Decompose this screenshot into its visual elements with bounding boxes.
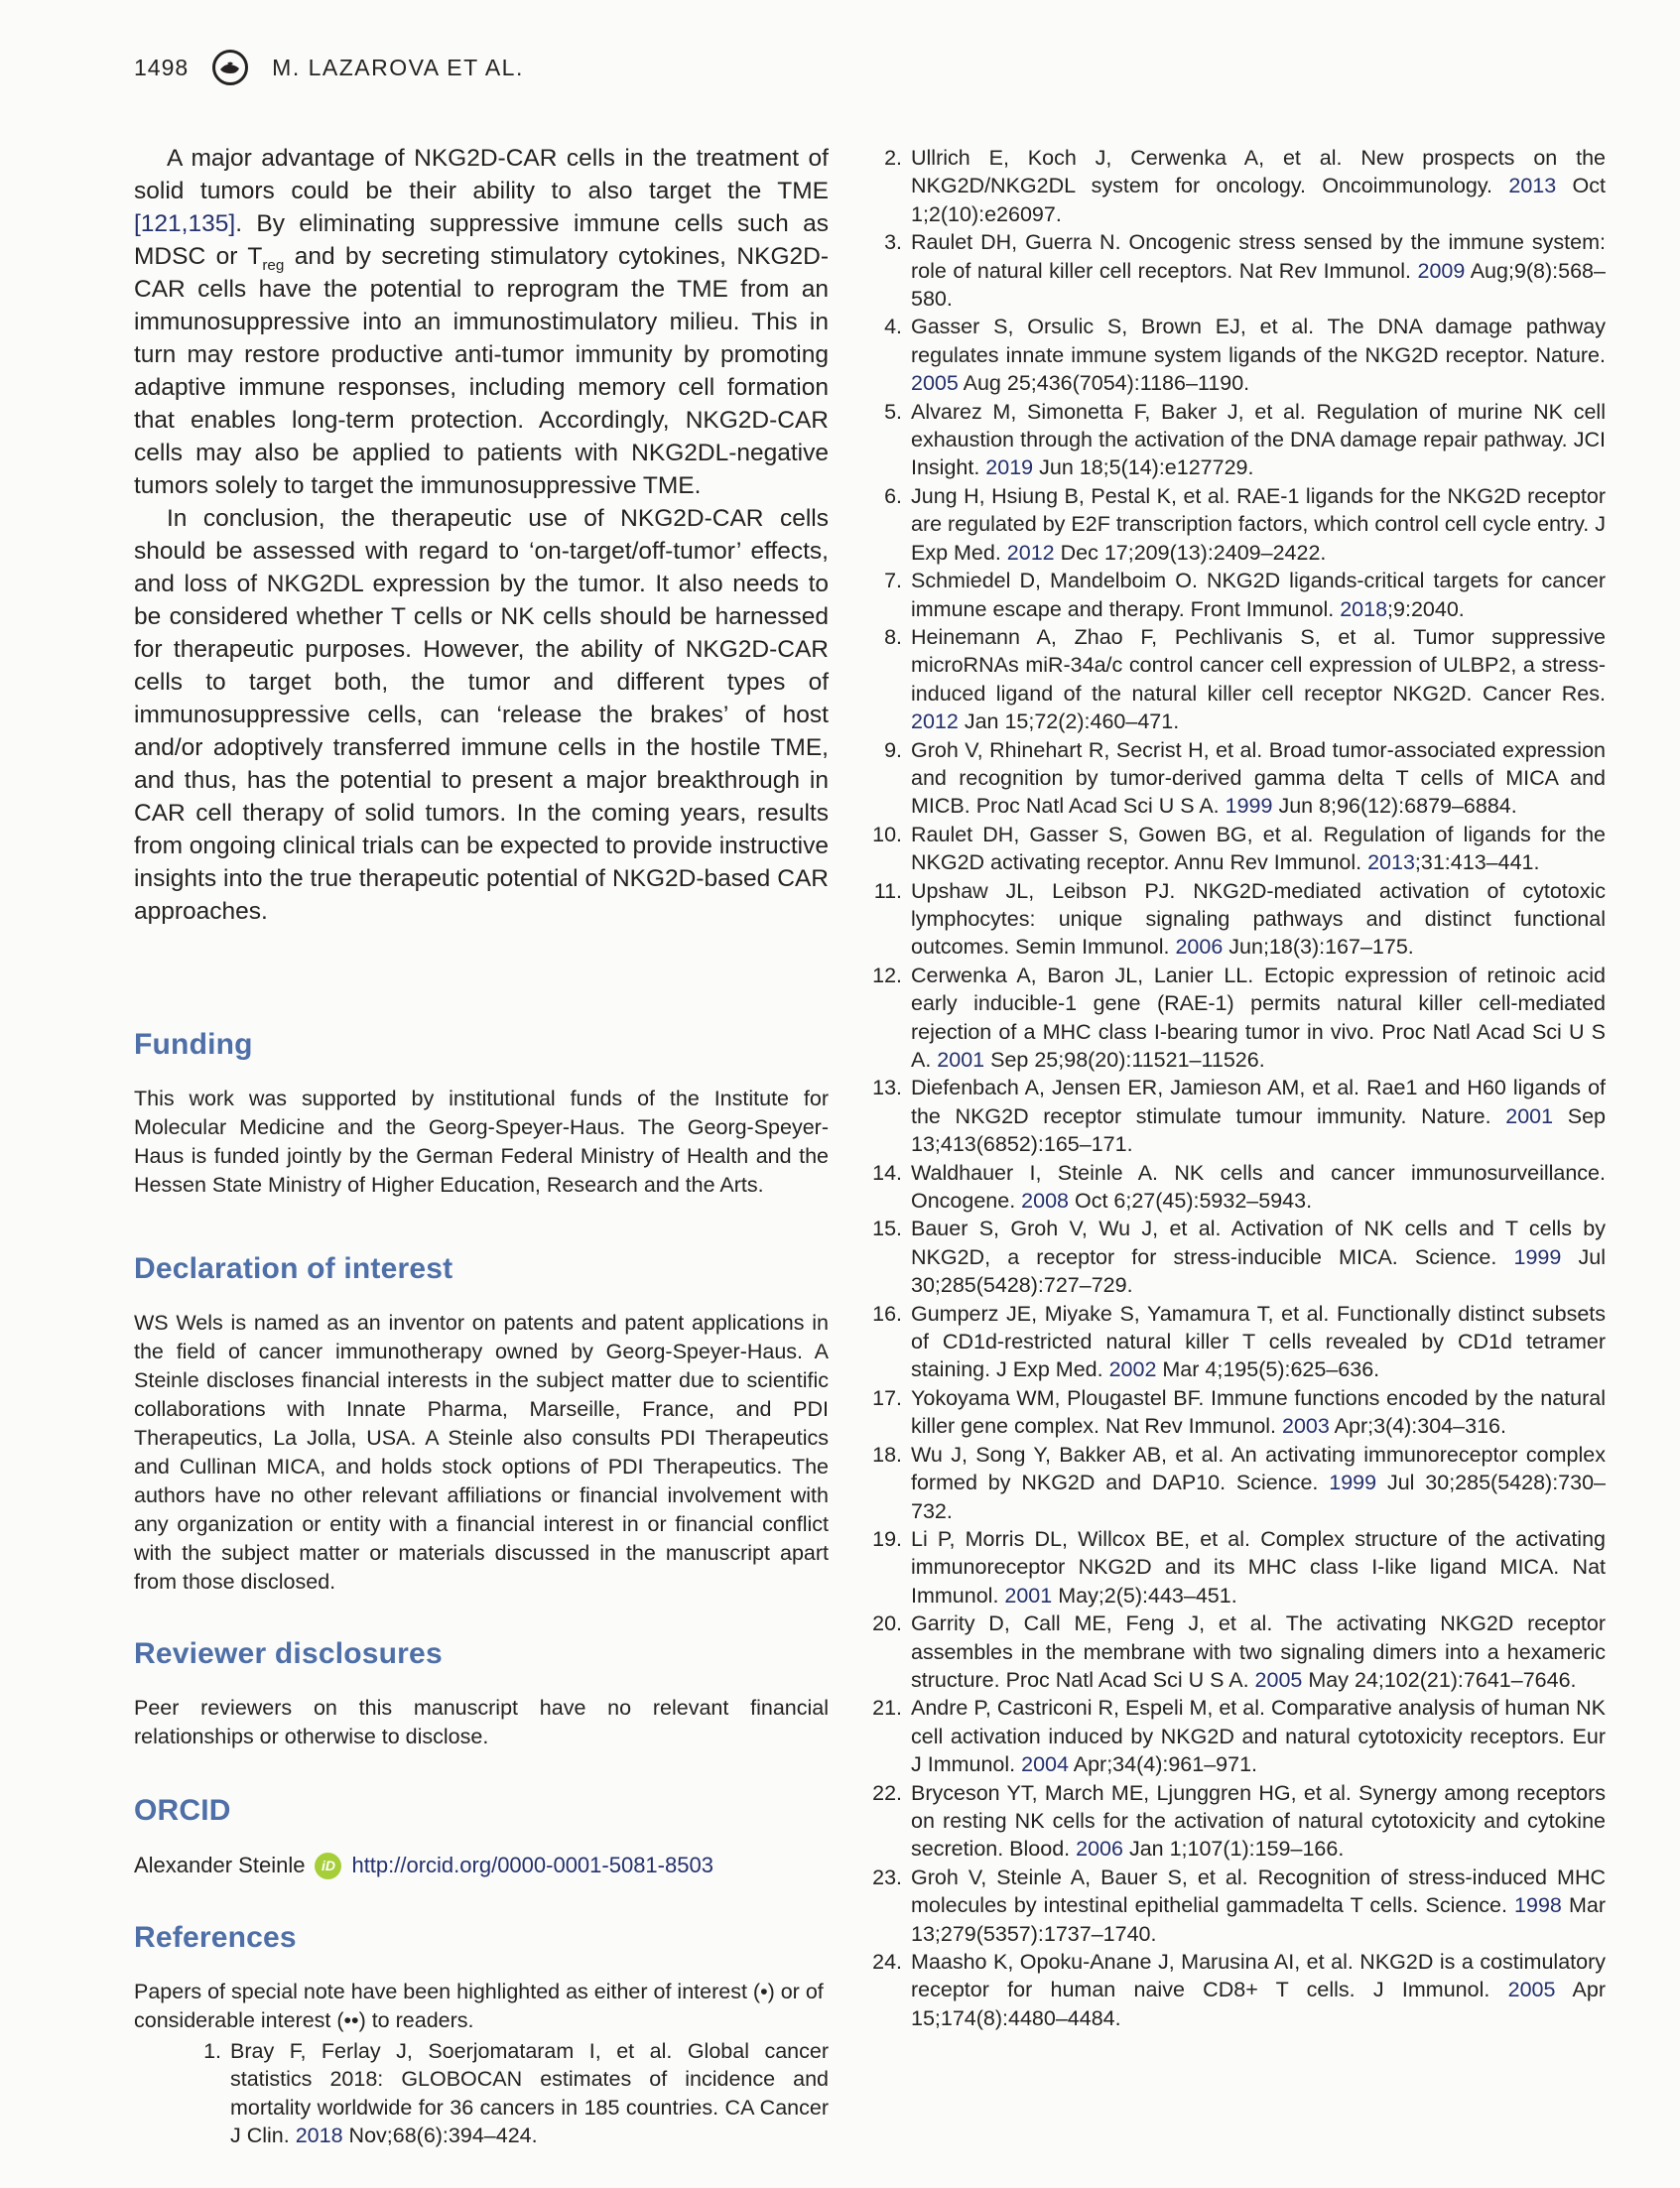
reference-list-right bbox=[871, 144, 1606, 2032]
publisher-logo-icon bbox=[210, 48, 250, 87]
reference-number: 7. bbox=[884, 569, 902, 593]
reference-text: Raulet DH, Gasser S, Gowen BG, et al. Regulation of ligands for the NKG2D activating receptor. Annu Rev Immunol. 2013;31:413–441. bbox=[911, 822, 1606, 875]
reference-number: 13. bbox=[872, 1076, 902, 1100]
reference-item bbox=[871, 482, 1606, 567]
page-number: 1498 bbox=[134, 54, 190, 80]
running-head: M. LAZAROVA ET AL. bbox=[272, 54, 524, 80]
reference-year-link[interactable]: 2005 bbox=[1507, 1978, 1556, 2002]
reference-text: Ullrich E, Koch J, Cerwenka A, et al. New prospects on the NKG2D/NKG2DL system for oncology. Oncoimmunology. 2013 Oct 1;2(10):e26097. bbox=[911, 146, 1607, 226]
reference-text: Gumperz JE, Miyake S, Yamamura T, et al. Functionally distinct subsets of CD1d-restricted natural killer T cells revealed by CD1d tetramer staining. J Exp Med. 2002 Mar 4;195(5):625–636. bbox=[911, 1301, 1606, 1382]
references-intro: Papers of special note have been highlighted as either of interest (•) or of considerable interest (••) to readers. bbox=[134, 1980, 824, 2032]
reference-item bbox=[871, 313, 1606, 397]
reference-text: Groh V, Steinle A, Bauer S, et al. Recognition of stress-induced MHC molecules by intestinal epithelial gammadelta T cells. Science. 1998 Mar 13;279(5357):1737–1740. bbox=[911, 1865, 1607, 1946]
right-column bbox=[871, 142, 1606, 2150]
reference-item bbox=[871, 1159, 1606, 1216]
reference-number: 6. bbox=[884, 483, 902, 508]
reference-item bbox=[871, 1864, 1606, 1948]
orcid-heading: ORCID bbox=[134, 1794, 231, 1827]
reference-number: 20. bbox=[872, 1611, 902, 1636]
reference-item bbox=[871, 1215, 1606, 1299]
references-heading: References bbox=[134, 1921, 297, 1954]
page-header bbox=[134, 48, 1606, 87]
reference-number: 23. bbox=[872, 1865, 902, 1889]
orcid-icon[interactable]: iD bbox=[315, 1853, 341, 1879]
reference-number: 9. bbox=[884, 737, 902, 762]
orcid-link[interactable]: http://orcid.org/0000-0001-5081-8503 bbox=[351, 1853, 713, 1877]
reference-number: 21. bbox=[872, 1696, 902, 1721]
reference-text: Gasser S, Orsulic S, Brown EJ, et al. The DNA damage pathway regulates innate immune system ligands of the NKG2D receptor. Nature. 2005 Aug 25;436(7054):1186–1190. bbox=[911, 315, 1606, 396]
reference-text: Waldhauer I, Steinle A. NK cells and cancer immunosurveillance. Oncogene. 2008 Oct 6;27(45):5932–5943. bbox=[911, 1160, 1606, 1214]
reference-year-link[interactable]: 2002 bbox=[1108, 1357, 1157, 1382]
reference-text: Schmiedel D, Mandelboim O. NKG2D ligands-critical targets for cancer immune escape and therapy. Front Immunol. 2018;9:2040. bbox=[911, 569, 1606, 621]
declaration-of-interest-text: WS Wels is named as an inventor on patents and patent applications in the field of cancer immunotherapy owned by Georg-Speyer-Haus. A Steinle discloses financial interests in the subject matter due to scientific collaborations with Innate Pharma, Marseille, France, and PDI Therapeutics, La Jolla, USA. A Steinle also consults PDI Therapeutics and Cullinan MICA, and holds stock options of PDI Therapeutics. The authors have no other relevant affiliations or financial involvement with any organization or entity with a financial interest in or financial conflict with the subject matter or materials discussed in the manuscript apart from those disclosed. bbox=[134, 1311, 829, 1594]
reference-number: 17. bbox=[872, 1385, 902, 1410]
reference-item bbox=[871, 1300, 1606, 1384]
reference-text: Raulet DH, Guerra N. Oncogenic stress sensed by the immune system: role of natural killer cell receptors. Nat Rev Immunol. 2009 Aug;9(8):568–580. bbox=[911, 230, 1606, 312]
reference-number: 1. bbox=[203, 2039, 221, 2063]
reference-year-link[interactable]: 2018 bbox=[1340, 596, 1388, 621]
reference-text: Li P, Morris DL, Willcox BE, et al. Complex structure of the activating immunoreceptor NKG2D and its MHC class I-like ligand MICA. Nat Immunol. 2001 May;2(5):443–451. bbox=[911, 1526, 1606, 1608]
reference-item bbox=[871, 398, 1606, 482]
reference-text: Yokoyama WM, Plougastel BF. Immune functions encoded by the natural killer gene complex. Nat Rev Immunol. 2003 Apr;3(4):304–316. bbox=[911, 1385, 1606, 1439]
two-column-layout bbox=[134, 142, 1606, 2150]
reference-item bbox=[871, 1948, 1606, 2032]
reference-number: 11. bbox=[873, 878, 902, 903]
reference-text: Maasho K, Opoku-Anane J, Marusina AI, et al. NKG2D is a costimulatory receptor for human naive CD8+ T cells. J Immunol. 2005 Apr 15;174(8):4480–4484. bbox=[911, 1950, 1606, 2030]
reference-year-link[interactable]: 2018 bbox=[295, 2124, 343, 2148]
reference-text: Diefenbach A, Jensen ER, Jamieson AM, et al. Rae1 and H60 ligands of the NKG2D receptor stimulate tumour immunity. Nature. 2001 Sep 13;413(6852):165–171. bbox=[911, 1076, 1606, 1157]
reference-text: Garrity D, Call ME, Feng J, et al. The activating NKG2D receptor assembles in the membrane with two signaling dimers into a hexameric structure. Proc Natl Acad Sci U S A. 2005 May 24;102(21):7641–7646. bbox=[911, 1611, 1606, 1692]
reference-year-link[interactable]: 2013 bbox=[1508, 174, 1557, 198]
reference-number: 18. bbox=[872, 1442, 902, 1467]
reference-text: Upshaw JL, Leibson PJ. NKG2D-mediated activation of cytotoxic lymphocytes: unique signaling pathways and distinct functional outcomes. Semin Immunol. 2006 Jun;18(3):167–175. bbox=[911, 878, 1606, 960]
orcid-entry bbox=[134, 1851, 829, 1880]
reference-year-link[interactable]: 2006 bbox=[1175, 935, 1224, 960]
reference-year-link[interactable]: 2012 bbox=[1006, 540, 1055, 565]
reference-year-link[interactable]: 2012 bbox=[911, 709, 959, 734]
reference-text: Jung H, Hsiung B, Pestal K, et al. RAE-1 ligands for the NKG2D receptor are regulated by E2F transcription factors, which control cell cycle entry. J Exp Med. 2012 Dec 17;209(13):2409–2422. bbox=[911, 483, 1606, 565]
reference-year-link[interactable]: 1999 bbox=[1225, 794, 1273, 819]
reference-year-link[interactable]: 2001 bbox=[1004, 1583, 1053, 1608]
reference-number: 3. bbox=[884, 230, 902, 255]
reference-number: 12. bbox=[872, 963, 902, 987]
reference-text: Bray F, Ferlay J, Soerjomataram I, et al. Global cancer statistics 2018: GLOBOCAN estimates of incidence and mortality worldwide for 36 cancers in 185 countries. CA Cancer J Clin. 2018 Nov;68(6):394–424. bbox=[230, 2039, 829, 2148]
body-paragraph-2: In conclusion, the therapeutic use of NKG2D-CAR cells should be assessed with regard to ‘on-target/off-tumor’ effects, and loss of NKG2DL expression by the tumor. It also needs to be considered whether T cells or NK cells should be harnessed for therapeutic purposes. However, the ability of NKG2D-CAR cells to target both, the tumor and different types of immunosuppressive cells, can ‘release the brakes’ of host and/or adoptively transferred immune cells in the hostile TME, and thus, has the potential to present a major breakthrough in CAR cell therapy of solid tumors. In the coming years, results from ongoing clinical trials can be expected to provide instructive insights into the true therapeutic potential of NKG2D-based CAR approaches. bbox=[134, 505, 829, 925]
reference-item bbox=[871, 962, 1606, 1075]
left-column bbox=[134, 142, 829, 2150]
reviewer-disclosures-text: Peer reviewers on this manuscript have no relevant financial relationships or otherwise to disclose. bbox=[134, 1696, 829, 1748]
reference-year-link[interactable]: 2003 bbox=[1282, 1414, 1330, 1439]
reference-item bbox=[871, 1779, 1606, 1864]
reference-number: 10. bbox=[872, 822, 902, 846]
reference-item bbox=[871, 736, 1606, 821]
reference-number: 19. bbox=[872, 1526, 902, 1551]
reference-year-link[interactable]: 2005 bbox=[1254, 1667, 1303, 1692]
reference-item bbox=[871, 1694, 1606, 1778]
reviewer-disclosures-heading: Reviewer disclosures bbox=[134, 1637, 443, 1670]
reference-item bbox=[871, 1525, 1606, 1609]
reference-text: Groh V, Rhinehart R, Secrist H, et al. Broad tumor-associated expression and recognition by tumor-derived gamma delta T cells of MICA and MICB. Proc Natl Acad Sci U S A. 1999 Jun 8;96(12):6879–6884. bbox=[911, 737, 1606, 819]
reference-year-link[interactable]: 2009 bbox=[1417, 258, 1466, 283]
body-paragraph-1: A major advantage of NKG2D-CAR cells in the treatment of solid tumors could be their ability to also target the TME [121,135]. By eliminating suppressive immune cells such as MDSC or $T_{reg}$ and by secreting stimulatory cytokines, NKG2D-CAR cells have the potential to reprogram the TME from an immunosuppressive into an immunostimulatory milieu. This in turn may restore productive anti-tumor immunity by promoting adaptive immune responses, including memory cell formation that enables long-term protection. Accordingly, NKG2D-CAR cells may also be applied to patients with NKG2DL-negative tumors solely to target the immunosuppressive TME. bbox=[134, 145, 829, 499]
declaration-of-interest-heading: Declaration of interest bbox=[134, 1252, 453, 1285]
funding-text: This work was supported by institutional funds of the Institute for Molecular Medicine and the Georg-Speyer-Haus. The Georg-Speyer-Haus is funded jointly by the German Federal Ministry of Health and the Hessen State Ministry of Higher Education, Research and the Arts. bbox=[134, 1087, 829, 1197]
reference-item bbox=[871, 144, 1606, 228]
reference-number: 22. bbox=[872, 1780, 902, 1805]
reference-text: Wu J, Song Y, Bakker AB, et al. An activating immunoreceptor complex formed by NKG2D and DAP10. Science. 1999 Jul 30;285(5428):730–732. bbox=[911, 1442, 1606, 1523]
citation-link[interactable]: [121,135] bbox=[134, 210, 236, 237]
reference-year-link[interactable]: 1999 bbox=[1329, 1471, 1377, 1495]
reference-item bbox=[871, 1384, 1606, 1441]
orcid-author-name: Alexander Steinle bbox=[134, 1853, 306, 1877]
reference-item bbox=[871, 1609, 1606, 1694]
reference-list-left bbox=[134, 2037, 829, 2150]
reference-item bbox=[871, 1074, 1606, 1158]
reference-year-link[interactable]: 2013 bbox=[1367, 850, 1415, 875]
reference-item bbox=[871, 821, 1606, 877]
reference-number: 14. bbox=[872, 1160, 902, 1185]
reference-item bbox=[871, 1441, 1606, 1525]
reference-year-link[interactable]: 2001 bbox=[1505, 1103, 1554, 1128]
reference-year-link[interactable]: 2005 bbox=[911, 371, 959, 396]
reference-item bbox=[871, 623, 1606, 736]
reference-item bbox=[134, 2037, 829, 2150]
reference-item bbox=[871, 567, 1606, 623]
reference-text: Bryceson YT, March ME, Ljunggren HG, et al. Synergy among receptors on resting NK cells for the activation of natural cytotoxicity and cytokine secretion. Blood. 2006 Jan 1;107(1):159–166. bbox=[911, 1780, 1606, 1862]
reference-item bbox=[871, 228, 1606, 313]
reference-number: 24. bbox=[872, 1950, 902, 1974]
reference-text: Andre P, Castriconi R, Espeli M, et al. Comparative analysis of human NK cell activation induced by NKG2D and natural cytotoxicity receptors. Eur J Immunol. 2004 Apr;34(4):961–971. bbox=[911, 1696, 1606, 1777]
reference-text: Bauer S, Groh V, Wu J, et al. Activation of NK cells and T cells by NKG2D, a receptor for stress-inducible MICA. Science. 1999 Jul 30;285(5428):727–729. bbox=[911, 1217, 1606, 1298]
reference-year-link[interactable]: 2004 bbox=[1021, 1752, 1069, 1777]
reference-year-link[interactable]: 1998 bbox=[1514, 1893, 1562, 1918]
reference-number: 4. bbox=[884, 315, 902, 339]
reference-year-link[interactable]: 2008 bbox=[1021, 1189, 1070, 1214]
reference-text: Cerwenka A, Baron JL, Lanier LL. Ectopic expression of retinoic acid early inducible-1 gene (RAE-1) permits natural killer cell-mediated rejection of a MHC class I-bearing tumor in vivo. Proc Natl Acad Sci U S A. 2001 Sep 25;98(20):11521–11526. bbox=[911, 963, 1606, 1072]
reference-year-link[interactable]: 2006 bbox=[1076, 1837, 1123, 1862]
column-gutter bbox=[829, 142, 871, 2150]
reference-number: 2. bbox=[884, 146, 902, 170]
reference-number: 8. bbox=[884, 624, 902, 649]
reference-year-link[interactable]: 1999 bbox=[1513, 1244, 1562, 1269]
reference-year-link[interactable]: 2001 bbox=[937, 1048, 985, 1072]
subscript-text: reg bbox=[262, 256, 285, 274]
reference-item bbox=[871, 877, 1606, 962]
reference-number: 5. bbox=[884, 399, 902, 424]
reference-number: 16. bbox=[872, 1301, 902, 1326]
reference-text: Alvarez M, Simonetta F, Baker J, et al. Regulation of murine NK cell exhaustion through the activation of the DNA damage repair pathway. JCI Insight. 2019 Jun 18;5(14):e127729. bbox=[911, 399, 1606, 480]
reference-text: Heinemann A, Zhao F, Pechlivanis S, et al. Tumor suppressive microRNAs miR-34a/c control cancer cell expression of ULBP2, a stress-induced ligand of the natural killer cell receptor NKG2D. Cancer Res. 2012 Jan 15;72(2):460–471. bbox=[911, 624, 1606, 734]
funding-heading: Funding bbox=[134, 1028, 253, 1061]
reference-year-link[interactable]: 2019 bbox=[985, 455, 1034, 480]
reference-number: 15. bbox=[872, 1217, 902, 1241]
